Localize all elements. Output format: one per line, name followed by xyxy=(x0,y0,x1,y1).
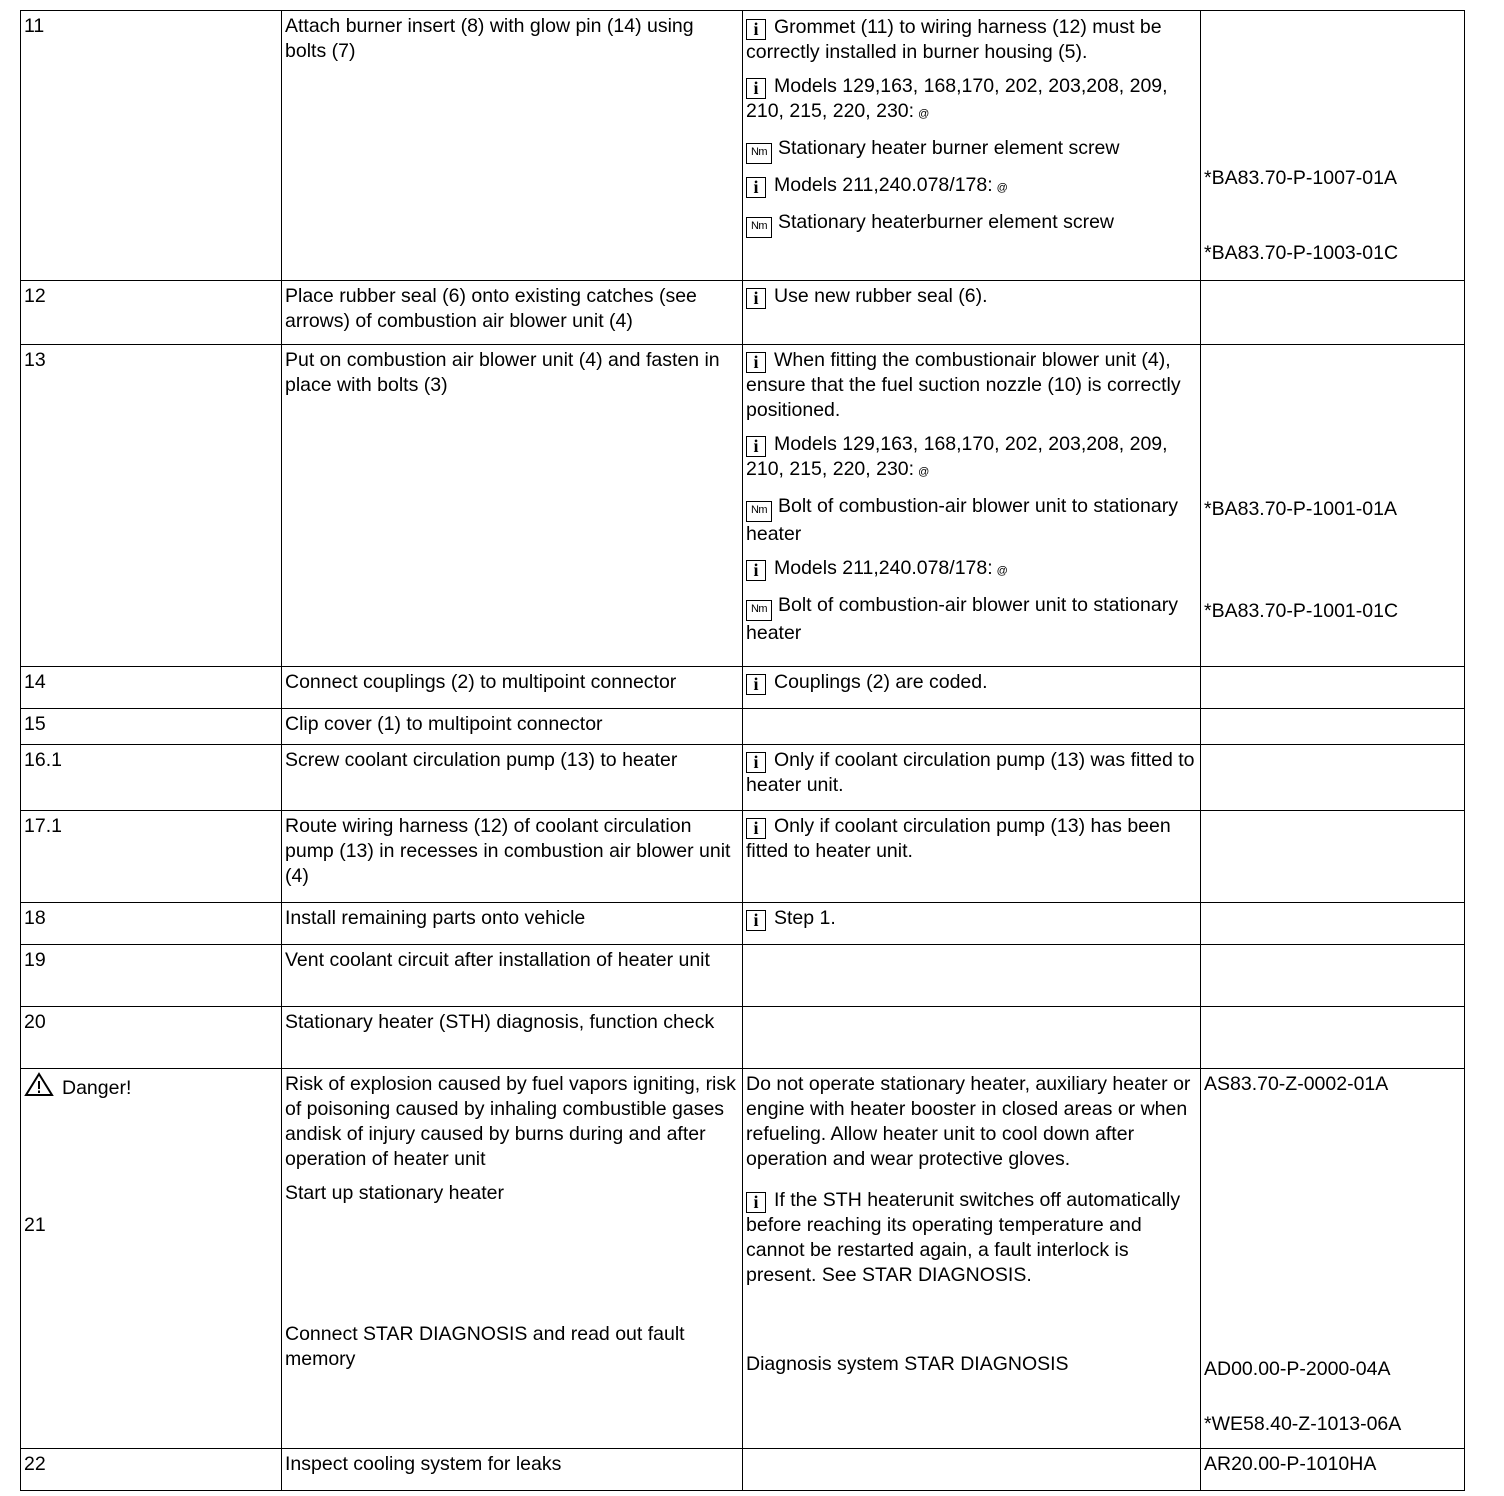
torque-icon: Nm xyxy=(746,143,772,164)
table-row xyxy=(21,281,1465,345)
reference-cell xyxy=(1201,11,1465,281)
step-number xyxy=(21,1069,282,1449)
step-number: 11 xyxy=(21,11,282,281)
note-text: Models 129,163, 168,170, 202, 203,208, 209, 210, 215, 220, 230: xyxy=(746,75,1168,122)
connect-operation: Connect STAR DIAGNOSIS and read out fault memory xyxy=(285,1323,685,1370)
step21-operation: Start up stationary heater xyxy=(285,1182,504,1204)
note-text: Bolt of combustion-air blower unit to stationary heater xyxy=(746,594,1178,644)
info-icon: i xyxy=(746,1192,766,1213)
note-link[interactable]: Step 1. xyxy=(774,907,836,929)
at-icon: @ xyxy=(996,565,1008,577)
step-number: 16.1 xyxy=(21,745,282,811)
danger-measure-text: Do not operate stationary heater, auxiliary heater or engine with heater booster in closed areas or when refueling. Allow heater unit to cool down after operation and wear protective gloves. xyxy=(746,1073,1191,1170)
notes-cell xyxy=(743,11,1201,281)
step-number: 19 xyxy=(21,945,282,1007)
table-row xyxy=(21,1449,1465,1491)
reference-cell xyxy=(1201,667,1465,709)
reference-cell xyxy=(1201,745,1465,811)
info-icon: i xyxy=(746,78,766,99)
reference-cell xyxy=(1201,1069,1465,1449)
reference-link[interactable]: *WE58.40-Z-1013-06A xyxy=(1204,1413,1402,1435)
reference-cell xyxy=(1201,811,1465,903)
notes-cell xyxy=(743,281,1201,345)
operation-text: Connect couplings (2) to multipoint connector xyxy=(282,667,743,709)
operation-text: Attach burner insert (8) with glow pin (14) using bolts (7) xyxy=(282,11,743,281)
operation-text: Place rubber seal (6) onto existing catches (see arrows) of combustion air blower unit (4) xyxy=(282,281,743,345)
reference-cell xyxy=(1201,1007,1465,1069)
torque-icon: Nm xyxy=(746,501,772,522)
procedure-table xyxy=(20,10,1465,1491)
note-text: Models 129,163, 168,170, 202, 203,208, 209, 210, 215, 220, 230: xyxy=(746,433,1168,480)
info-icon: i xyxy=(746,674,766,695)
note-text: Grommet (11) to wiring harness (12) must be correctly installed in burner housing (5). xyxy=(746,16,1162,63)
reference-link[interactable]: AR20.00-P-1010HA xyxy=(1204,1453,1377,1475)
table-row xyxy=(21,745,1465,811)
info-icon: i xyxy=(746,177,766,198)
info-icon: i xyxy=(746,352,766,373)
reference-cell xyxy=(1201,1449,1465,1491)
notes-cell xyxy=(743,745,1201,811)
reference-cell xyxy=(1201,345,1465,667)
diagnosis-note: Diagnosis system STAR DIAGNOSIS xyxy=(746,1353,1069,1375)
note-text: Bolt of combustion-air blower unit to stationary heater xyxy=(746,495,1178,545)
note-text: Use new rubber seal (6). xyxy=(774,285,988,307)
step-number: 14 xyxy=(21,667,282,709)
note-text: Only if coolant circulation pump (13) was fitted to heater unit. xyxy=(746,749,1195,796)
operation-text: Clip cover (1) to multipoint connector xyxy=(282,709,743,745)
reference-link[interactable]: AD00.00-P-2000-04A xyxy=(1204,1358,1391,1380)
notes-cell xyxy=(743,345,1201,667)
reference-cell xyxy=(1201,709,1465,745)
reference-cell xyxy=(1201,281,1465,345)
step-number: 20 xyxy=(21,1007,282,1069)
notes-cell xyxy=(743,1069,1201,1449)
note-text: Stationary heater burner element screw xyxy=(778,137,1120,159)
reference-link[interactable]: *BA83.70-P-1001-01C xyxy=(1204,600,1399,622)
notes-cell xyxy=(743,667,1201,709)
table-row xyxy=(21,709,1465,745)
table-row xyxy=(21,345,1465,667)
step-number: 17.1 xyxy=(21,811,282,903)
notes-cell xyxy=(743,811,1201,903)
step-number: 18 xyxy=(21,903,282,945)
step-number: 22 xyxy=(21,1449,282,1491)
at-icon: @ xyxy=(918,466,930,478)
note-text: Models 211,240.078/178: xyxy=(774,174,993,196)
note-text: Models 211,240.078/178: xyxy=(774,557,993,579)
reference-link[interactable]: *BA83.70-P-1001-01A xyxy=(1204,498,1397,520)
warning-icon xyxy=(24,1072,54,1097)
reference-link[interactable]: *BA83.70-P-1007-01A xyxy=(1204,167,1397,189)
at-icon: @ xyxy=(918,108,930,120)
operation-text: Route wiring harness (12) of coolant circulation pump (13) in recesses in combustion air blower unit (4) xyxy=(282,811,743,903)
torque-icon: Nm xyxy=(746,217,772,238)
operation-text: Stationary heater (STH) diagnosis, function check xyxy=(282,1007,743,1069)
reference-link[interactable]: *BA83.70-P-1003-01C xyxy=(1204,242,1399,264)
info-icon: i xyxy=(746,560,766,581)
table-row xyxy=(21,1007,1465,1069)
operation-text: Screw coolant circulation pump (13) to heater xyxy=(282,745,743,811)
info-icon: i xyxy=(746,19,766,40)
at-icon: @ xyxy=(996,182,1008,194)
operation-text: Put on combustion air blower unit (4) and fasten in place with bolts (3) xyxy=(282,345,743,667)
notes-cell xyxy=(743,903,1201,945)
notes-cell xyxy=(743,709,1201,745)
info-icon: i xyxy=(746,436,766,457)
operation-text: Vent coolant circuit after installation of heater unit xyxy=(282,945,743,1007)
table-row xyxy=(21,903,1465,945)
table-row-danger xyxy=(21,1069,1465,1449)
reference-cell xyxy=(1201,903,1465,945)
note-text: Couplings (2) are coded. xyxy=(774,671,988,693)
note-text: When fitting the combustionair blower unit (4), ensure that the fuel suction nozzle (10) is correctly positioned. xyxy=(746,349,1181,421)
operation-text: Install remaining parts onto vehicle xyxy=(282,903,743,945)
table-row xyxy=(21,667,1465,709)
step21-note: If the STH heaterunit switches off automatically before reaching its operating temperature and cannot be restarted again, a fault interlock is present. See STAR DIAGNOSIS. xyxy=(746,1189,1181,1286)
operation-text xyxy=(282,1069,743,1449)
step-number: 13 xyxy=(21,345,282,667)
info-icon: i xyxy=(746,818,766,839)
danger-label: Danger! xyxy=(62,1077,132,1099)
table-row xyxy=(21,811,1465,903)
table-row xyxy=(21,11,1465,281)
table-row xyxy=(21,945,1465,1007)
note-text: Only if coolant circulation pump (13) has been fitted to heater unit. xyxy=(746,815,1171,862)
info-icon: i xyxy=(746,288,766,309)
danger-risk-text: Risk of explosion caused by fuel vapors igniting, risk of poisoning caused by inhaling combustible gases andisk of injury caused by burns during and after operation of heater unit xyxy=(285,1073,736,1170)
note-text: Stationary heaterburner element screw xyxy=(778,211,1115,233)
info-icon: i xyxy=(746,752,766,773)
step-number: 12 xyxy=(21,281,282,345)
reference-cell xyxy=(1201,945,1465,1007)
info-icon: i xyxy=(746,910,766,931)
notes-cell xyxy=(743,945,1201,1007)
notes-cell xyxy=(743,1449,1201,1491)
notes-cell xyxy=(743,1007,1201,1069)
operation-text: Inspect cooling system for leaks xyxy=(282,1449,743,1491)
reference-link[interactable]: AS83.70-Z-0002-01A xyxy=(1204,1073,1389,1095)
step-number: 15 xyxy=(21,709,282,745)
step-number-21: 21 xyxy=(24,1214,46,1236)
torque-icon: Nm xyxy=(746,600,772,621)
